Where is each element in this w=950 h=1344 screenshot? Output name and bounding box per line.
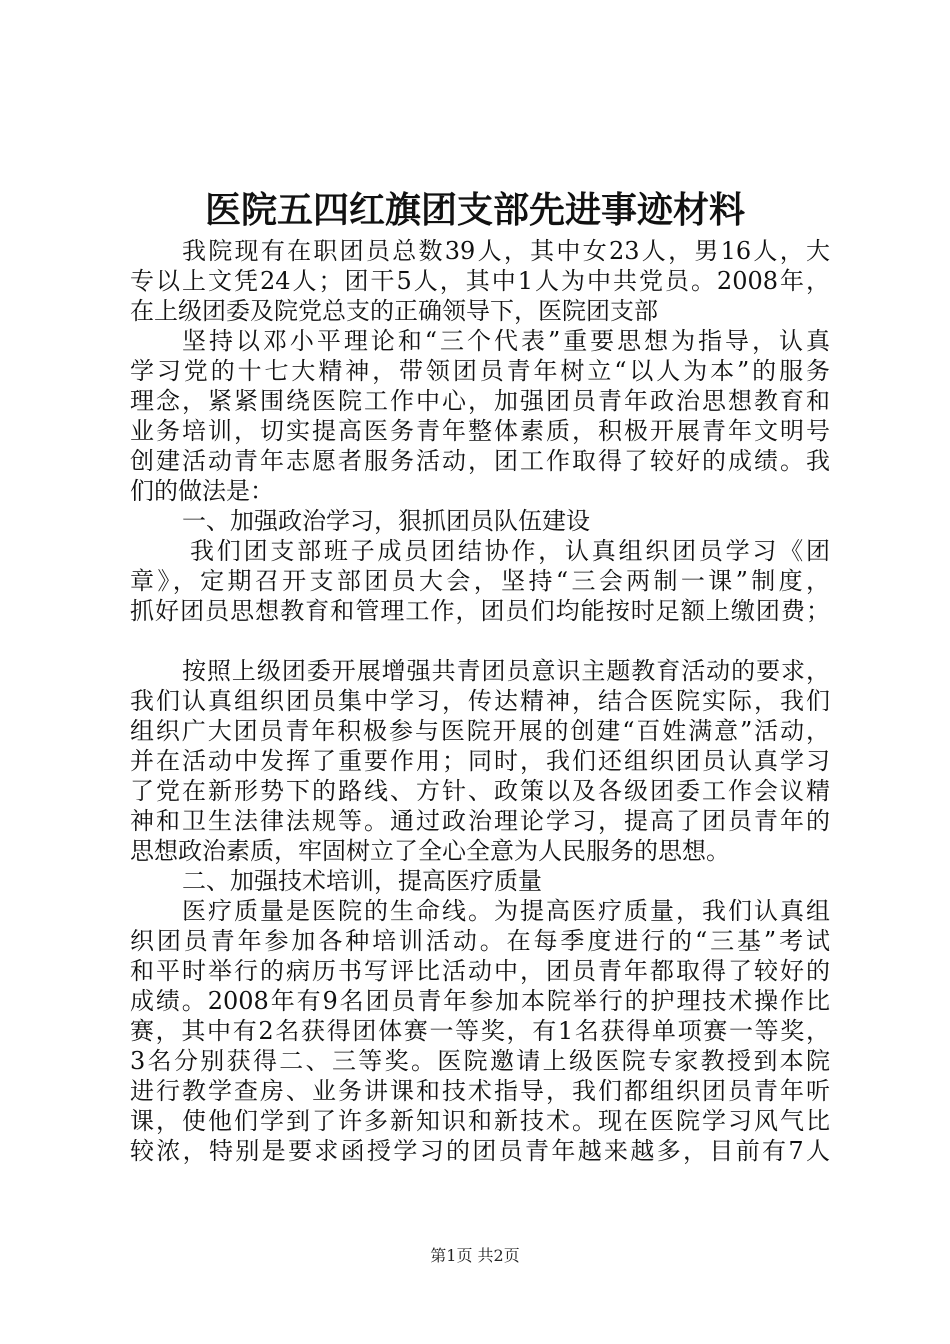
paragraph-line: 们的做法是： (130, 477, 274, 505)
paragraph-line: 并在活动中发挥了重要作用；同时，我们还组织团员认真学习 (130, 747, 830, 775)
paragraph-line: 赛，其中有2名获得团体赛一等奖，有1名获得单项赛一等奖， (130, 1017, 830, 1045)
section-heading: 一、加强政治学习，狠抓团员队伍建设 (182, 507, 590, 535)
document-body (130, 236, 830, 1166)
paragraph-line: 章》，定期召开支部团员大会，坚持“三会两制一课”制度， (130, 567, 830, 595)
page-number: 第1页 共2页 (430, 1246, 520, 1265)
paragraph-line: 抓好团员思想教育和管理工作，团员们均能按时足额上缴团费； (130, 597, 830, 625)
document-title: 医院五四红旗团支部先进事迹材料 (204, 189, 745, 231)
paragraph-line: 较浓，特别是要求函授学习的团员青年越来越多，目前有7人 (130, 1137, 830, 1165)
paragraph-line: 业务培训，切实提高医务青年整体素质，积极开展青年文明号 (130, 417, 830, 445)
section-heading: 二、加强技术培训，提高医疗质量 (182, 867, 542, 895)
blank-line (130, 626, 830, 656)
paragraph-line: 创建活动青年志愿者服务活动，团工作取得了较好的成绩。我 (130, 447, 830, 475)
paragraph-line: 3名分别获得二、三等奖。医院邀请上级医院专家教授到本院 (130, 1047, 830, 1075)
paragraph-line: 进行教学查房、业务讲课和技术指导，我们都组织团员青年听 (130, 1077, 830, 1105)
paragraph-line: 我们团支部班子成员团结协作，认真组织团员学习《团 (190, 537, 830, 565)
paragraph-line: 理念，紧紧围绕医院工作中心，加强团员青年政治思想教育和 (130, 387, 830, 415)
paragraph-line: 学习党的十七大精神，带领团员青年树立“以人为本”的服务 (130, 357, 830, 385)
paragraph-line: 在上级团委及院党总支的正确领导下，医院团支部 (130, 297, 658, 325)
paragraph-line: 按照上级团委开展增强共青团员意识主题教育活动的要求， (182, 657, 830, 685)
paragraph-line: 组织广大团员青年积极参与医院开展的创建“百姓满意”活动， (130, 717, 830, 745)
paragraph-line: 思想政治素质，牢固树立了全心全意为人民服务的思想。 (130, 837, 730, 865)
paragraph-line: 课，使他们学到了许多新知识和新技术。现在医院学习风气比 (130, 1107, 830, 1135)
paragraph-line: 坚持以邓小平理论和“三个代表”重要思想为指导，认真 (182, 327, 830, 355)
paragraph-line: 医疗质量是医院的生命线。为提高医疗质量，我们认真组 (182, 897, 830, 925)
paragraph-line: 成绩。2008年有9名团员青年参加本院举行的护理技术操作比 (130, 987, 830, 1015)
paragraph-line: 专以上文凭24人；团干5人，其中1人为中共党员。2008年， (130, 267, 830, 295)
paragraph-line: 我们认真组织团员集中学习，传达精神，结合医院实际，我们 (130, 687, 830, 715)
paragraph-line: 织团员青年参加各种培训活动。在每季度进行的“三基”考试 (130, 927, 830, 955)
paragraph-line: 我院现有在职团员总数39人，其中女23人，男16人，大 (182, 237, 830, 265)
paragraph-line: 和平时举行的病历书写评比活动中，团员青年都取得了较好的 (130, 957, 830, 985)
paragraph-line: 神和卫生法律法规等。通过政治理论学习，提高了团员青年的 (130, 807, 830, 835)
paragraph-line: 了党在新形势下的路线、方针、政策以及各级团委工作会议精 (130, 777, 830, 805)
